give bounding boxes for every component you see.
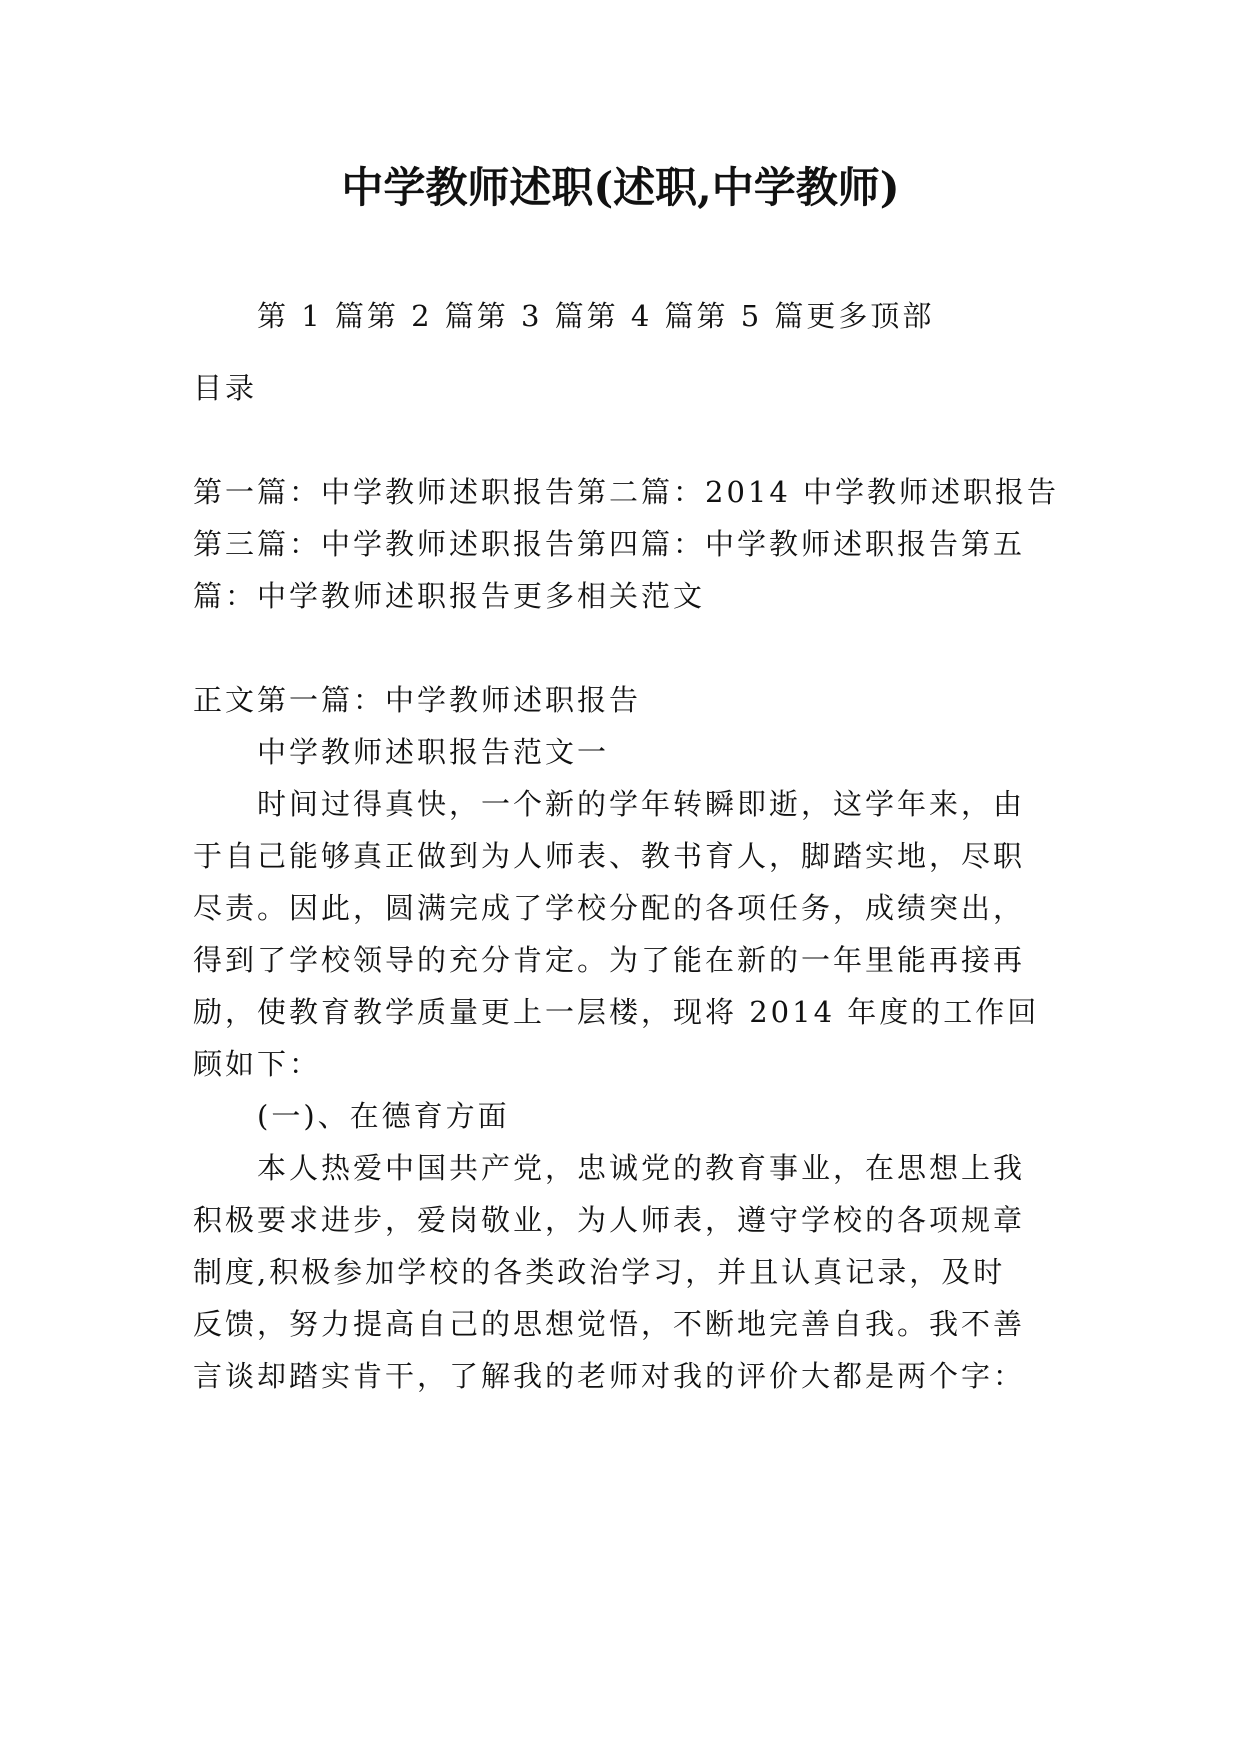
body-heading: 正文第一篇：中学教师述职报告 [193,683,642,717]
toc-line[interactable]: 第一篇：中学教师述职报告第二篇：2014 中学教师述职报告 [193,475,1060,509]
paragraph-line: 尽责。因此，圆满完成了学校分配的各项任务，成绩突出， [193,891,1026,925]
paragraph-line: 得到了学校领导的充分肯定。为了能在新的一年里能再接再 [193,943,1026,977]
paragraph-line: 反馈，努力提高自己的思想觉悟，不断地完善自我。我不善 [193,1307,1026,1341]
paragraph-line: 本人热爱中国共产党，忠诚党的教育事业，在思想上我 [257,1151,1026,1185]
section-heading: (一)、在德育方面 [257,1099,510,1133]
paragraph-line: 于自己能够真正做到为人师表、教书育人，脚踏实地，尽职 [193,839,1026,873]
paragraph-line: 时间过得真快，一个新的学年转瞬即逝，这学年来，由 [257,787,1026,821]
document-title: 中学教师述职(述职,中学教师) [341,163,900,212]
toc-heading: 目录 [193,371,258,405]
paragraph-line: 积极要求进步，爱岗敬业，为人师表，遵守学校的各项规章 [193,1203,1026,1237]
toc-line[interactable]: 第三篇：中学教师述职报告第四篇：中学教师述职报告第五 [193,527,1026,561]
paragraph-line: 励，使教育教学质量更上一层楼，现将 2014 年度的工作回 [193,995,1040,1029]
article-nav-links[interactable]: 第 1 篇第 2 篇第 3 篇第 4 篇第 5 篇更多顶部 [257,299,935,333]
paragraph-line: 制度,积极参加学校的各类政治学习，并且认真记录，及时 [193,1255,1006,1289]
subheading: 中学教师述职报告范文一 [257,735,610,769]
paragraph-line: 言谈却踏实肯干，了解我的老师对我的评价大都是两个字： [193,1359,1026,1393]
toc-line[interactable]: 篇：中学教师述职报告更多相关范文 [193,579,706,613]
paragraph-line: 顾如下： [193,1047,322,1081]
